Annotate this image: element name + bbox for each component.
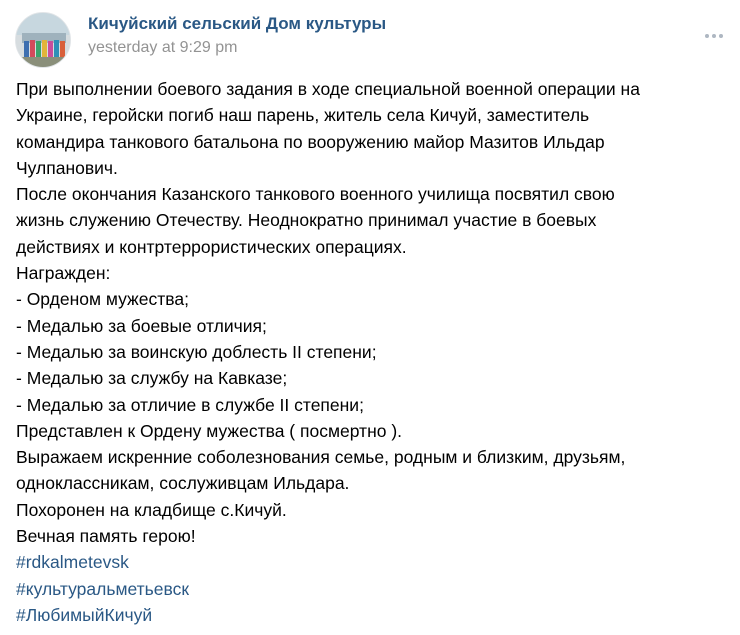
post-text-line: жизнь служению Отечеству. Неоднократно принимал участие в боевых [16, 210, 597, 231]
post-header [15, 12, 730, 62]
avatar[interactable] [15, 12, 71, 68]
post-time-link[interactable]: yesterday at 9:29 pm [88, 39, 238, 56]
hashtag-link[interactable]: #ЛюбимыйКичуй [16, 604, 153, 625]
more-options-button[interactable] [702, 28, 726, 44]
post-text-line: - Медалью за службу на Кавказе; [16, 368, 288, 389]
post-text-line: Украине, геройски погиб наш парень, житель села Кичуй, заместитель [16, 105, 590, 126]
post-text-line: - Орденом мужества; [16, 289, 189, 310]
post-text-line: - Медалью за воинскую доблесть II степени; [16, 341, 377, 362]
avatar-image [16, 13, 71, 68]
post-text-line: - Медалью за боевые отличия; [16, 315, 267, 336]
post-text-line: Награжден: [16, 263, 111, 284]
post-text [16, 76, 716, 628]
author-name-link[interactable]: Кичуйский сельский Дом культуры [88, 14, 387, 33]
hashtag-link[interactable]: #культуральметьевск [16, 578, 190, 599]
more-horizontal-icon [704, 33, 724, 39]
hashtag-link[interactable]: #rdkalmetevsk [16, 552, 129, 573]
post-text-line: Чулпанович. [16, 157, 118, 178]
post-text-line: Представлен к Ордену мужества ( посмертно ). [16, 420, 403, 441]
post-text-line: Похоронен на кладбище с.Кичуй. [16, 499, 287, 520]
post-text-line: Вечная память герою! [16, 526, 196, 547]
post-text-line: При выполнении боевого задания в ходе специальной военной операции на [16, 79, 640, 99]
post-text-line: одноклассникам, сослуживцам Ильдара. [16, 473, 350, 494]
post-text-line: - Медалью за отличие в службе II степени; [16, 394, 364, 415]
post-text-line: Выражаем искренние соболезнования семье, родным и близким, друзьям, [16, 447, 626, 468]
post-text-line: действиях и контртеррористических операциях. [16, 236, 407, 257]
post-text-line: После окончания Казанского танкового военного училища посвятил свою [16, 184, 615, 205]
post-text-line: командира танкового батальона по вооружению майор Мазитов Ильдар [16, 131, 605, 152]
